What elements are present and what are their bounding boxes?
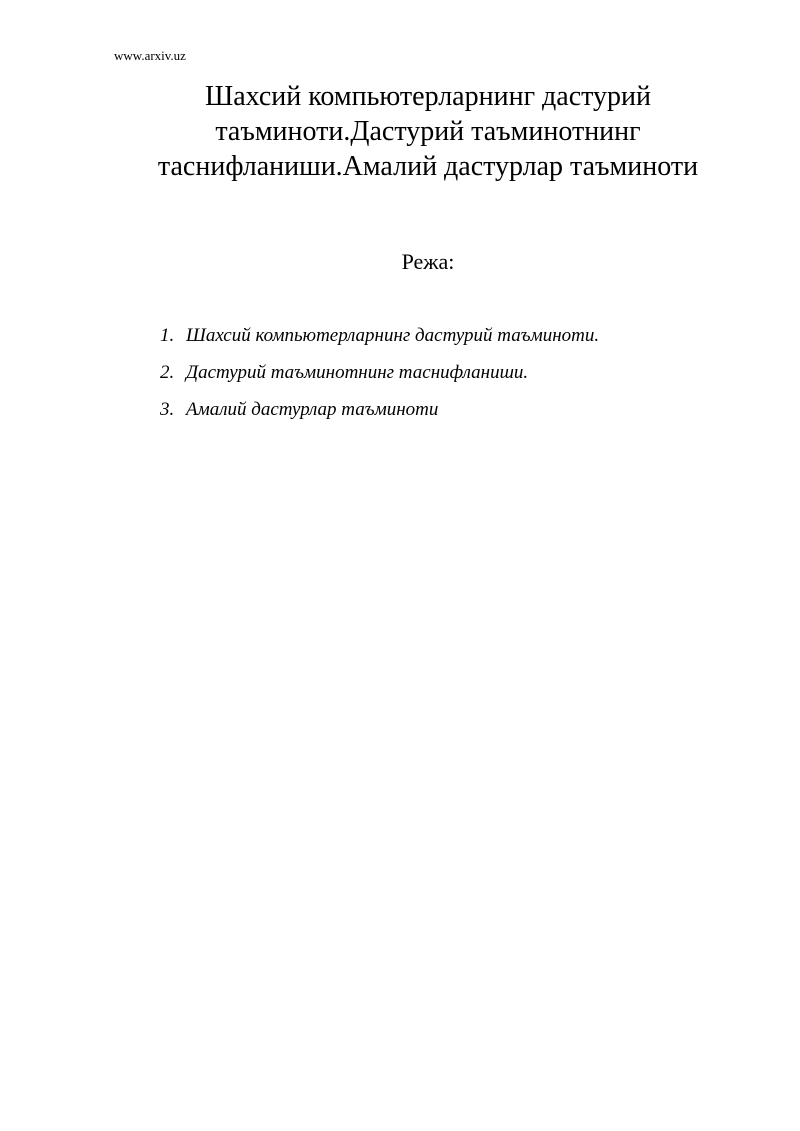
document-title [100, 79, 756, 184]
plan-heading: Режа: [401, 249, 455, 274]
title-line-1: Шахсий компьютерларнинг дастурий [204, 81, 651, 112]
header-url: www.arxiv.uz [114, 48, 186, 63]
list-item-number: 3. [160, 399, 175, 420]
list-item [160, 359, 599, 396]
list-item-text: Шахсий компьютерларнинг дастурий таъминоти. [186, 325, 600, 346]
list-item-number: 2. [160, 362, 175, 383]
list-item-number: 1. [160, 325, 175, 346]
plan-list [160, 322, 599, 433]
title-line-2: таъминоти.Дастурий таъминотнинг [215, 116, 641, 147]
list-item-text: Дастурий таъминотнинг таснифланиши. [186, 362, 529, 383]
title-line-3: таснифланиши.Амалий дастурлар таъминоти [157, 151, 699, 182]
list-item-text: Амалий дастурлар таъминоти [186, 399, 439, 420]
list-item [160, 322, 599, 359]
list-item [160, 396, 599, 433]
